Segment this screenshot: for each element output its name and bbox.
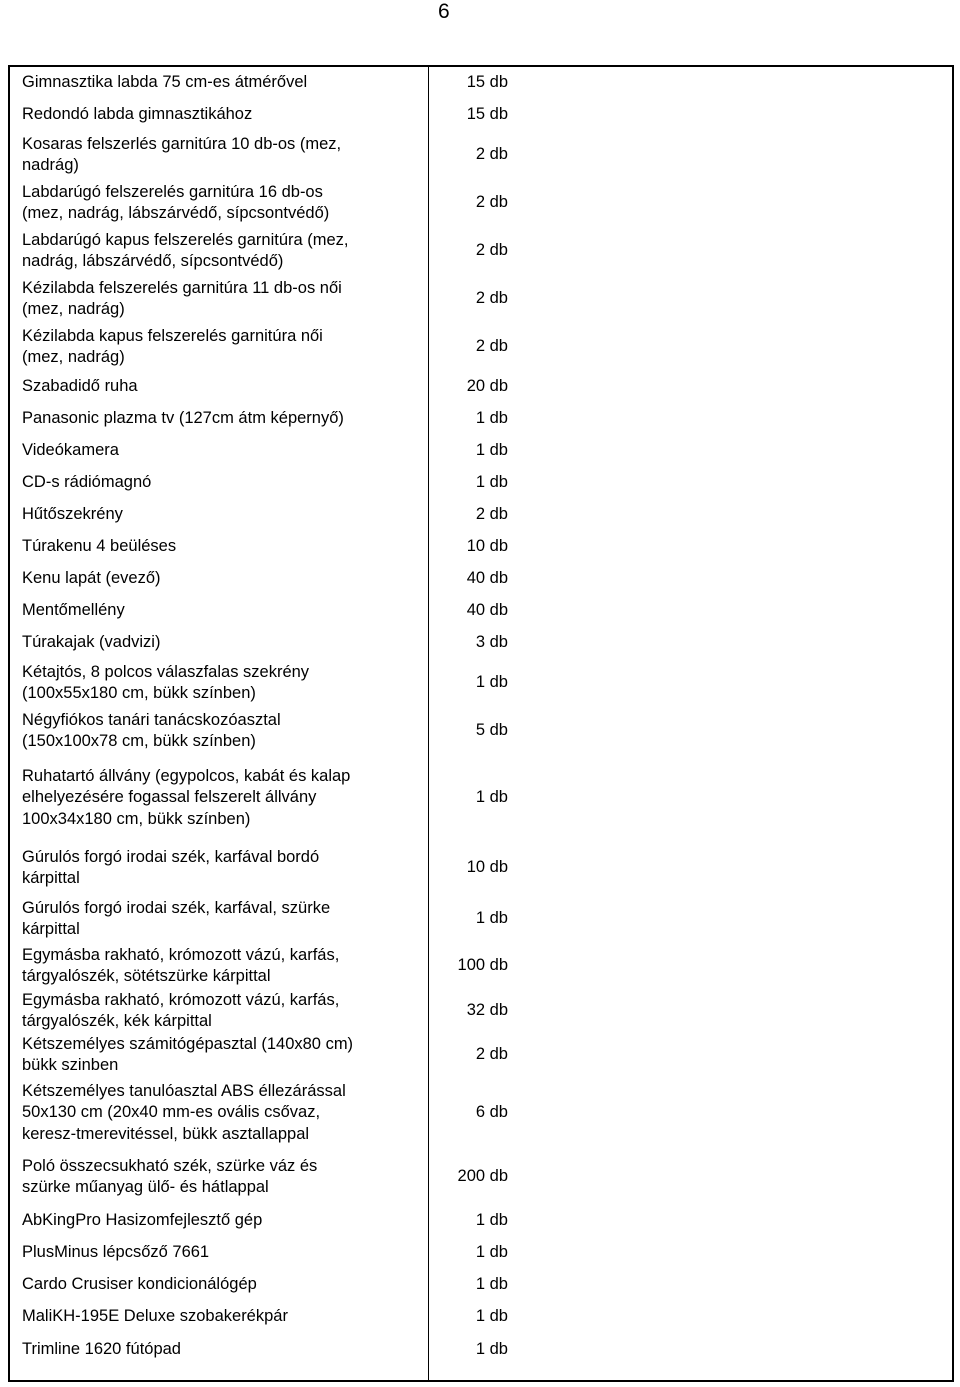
item-quantity: 6 db	[475, 1103, 508, 1122]
item-quantity: 40 db	[466, 601, 508, 620]
item-quantity: 1 db	[475, 909, 508, 928]
item-name: AbKingPro Hasizomfejlesztő gép	[22, 1211, 263, 1230]
table-row	[10, 943, 510, 989]
table-row	[10, 499, 510, 531]
inventory-table	[10, 67, 510, 1366]
item-quantity: 1 db	[475, 788, 508, 807]
item-name: Kosaras felszerlés garnitúra 10 db-os (mez, nadrág)	[22, 134, 342, 174]
table-row	[10, 1077, 510, 1149]
item-quantity: 1 db	[475, 473, 508, 492]
item-quantity: 2 db	[475, 145, 508, 164]
item-name: Hűtőszekrény	[22, 505, 123, 524]
item-quantity: 40 db	[466, 569, 508, 588]
item-quantity: 2 db	[475, 289, 508, 308]
item-name: Egymásba rakható, krómozott vázú, karfás, tárgyalószék, sötétszürke kárpittal	[22, 945, 340, 985]
table-row	[10, 131, 510, 179]
item-name: Gimnasztika labda 75 cm-es átmérővel	[22, 73, 308, 92]
table-row	[10, 1333, 510, 1366]
item-name: Négyfiókos tanári tanácskozóasztal (150x100x78 cm, bükk színben)	[22, 710, 281, 750]
item-name: CD-s rádiómagnó	[22, 473, 152, 492]
item-name: Trimline 1620 fútópad	[22, 1339, 181, 1358]
item-quantity: 2 db	[475, 1045, 508, 1064]
item-name: Kenu lapát (evező)	[22, 569, 161, 588]
table-row	[10, 227, 510, 275]
table-row	[10, 755, 510, 841]
item-quantity: 3 db	[475, 633, 508, 652]
item-name: PlusMinus lépcsőző 7661	[22, 1243, 210, 1262]
item-quantity: 10 db	[466, 537, 508, 556]
item-name: Labdarúgó felszerelés garnitúra 16 db-os (mez, nadrág, lábszárvédő, sípcsontvédő)	[22, 182, 330, 222]
table-row	[10, 371, 510, 403]
item-name: Túrakajak (vadvizi)	[22, 633, 161, 652]
item-name: Kézilabda kapus felszerelés garnitúra női (mez, nadrág)	[22, 326, 323, 366]
item-quantity: 5 db	[475, 721, 508, 740]
table-row	[10, 595, 510, 627]
item-name: Kétajtós, 8 polcos válaszfalas szekrény (100x55x180 cm, bükk színben)	[22, 662, 310, 702]
table-row	[10, 1205, 510, 1237]
item-quantity: 100 db	[457, 956, 508, 975]
item-quantity: 1 db	[475, 409, 508, 428]
item-quantity: 10 db	[466, 858, 508, 877]
table-row	[10, 435, 510, 467]
item-quantity: 15 db	[466, 73, 508, 92]
item-quantity: 1 db	[475, 1307, 508, 1326]
table-row	[10, 1033, 510, 1077]
item-name: Labdarúgó kapus felszerelés garnitúra (mez, nadrág, lábszárvédő, sípcsontvédő)	[22, 230, 349, 270]
item-quantity: 2 db	[475, 505, 508, 524]
item-quantity: 1 db	[475, 1339, 508, 1358]
item-name: Mentőmellény	[22, 601, 125, 620]
item-name: Kézilabda felszerelés garnitúra 11 db-os női (mez, nadrág)	[22, 278, 342, 318]
item-quantity: 2 db	[475, 241, 508, 260]
item-quantity: 1 db	[475, 441, 508, 460]
page-number: 6	[438, 0, 450, 23]
item-name: Szabadidő ruha	[22, 377, 138, 396]
table-row	[10, 1237, 510, 1269]
table-row	[10, 1301, 510, 1333]
item-name: Videókamera	[22, 441, 119, 460]
item-quantity: 1 db	[475, 1243, 508, 1262]
table-row	[10, 1149, 510, 1205]
table-row	[10, 179, 510, 227]
table-row	[10, 323, 510, 371]
table-row	[10, 99, 510, 131]
table-row	[10, 1269, 510, 1301]
item-name: Poló összecsukható szék, szürke váz és szürke műanyag ülő- és hátlappal	[22, 1156, 318, 1196]
table-row	[10, 467, 510, 499]
table-row	[10, 403, 510, 435]
table-row	[10, 895, 510, 943]
item-quantity: 1 db	[475, 673, 508, 692]
item-name: Túrakenu 4 beüléses	[22, 537, 177, 556]
item-name: MaliKH-195E Deluxe szobakerékpár	[22, 1307, 288, 1326]
item-quantity: 1 db	[475, 1211, 508, 1230]
item-quantity: 15 db	[466, 105, 508, 124]
item-quantity: 20 db	[466, 377, 508, 396]
table-row	[10, 67, 510, 99]
item-name: Panasonic plazma tv (127cm átm képernyő)	[22, 409, 344, 428]
item-quantity: 32 db	[466, 1001, 508, 1020]
item-quantity: 2 db	[475, 193, 508, 212]
item-name: Kétszemélyes számitógépasztal (140x80 cm) bükk szinben	[22, 1034, 354, 1074]
item-name: Gúrulós forgó irodai szék, karfával, szürke kárpittal	[22, 898, 331, 938]
item-name: Cardo Crusiser kondicionálógép	[22, 1275, 257, 1294]
table-row	[10, 563, 510, 595]
table-row	[10, 627, 510, 659]
table-row	[10, 707, 510, 755]
table-row	[10, 659, 510, 707]
table-row	[10, 989, 510, 1033]
table-row	[10, 841, 510, 895]
item-name: Redondó labda gimnasztikához	[22, 105, 253, 124]
table-row	[10, 275, 510, 323]
item-quantity: 2 db	[475, 337, 508, 356]
item-name: Ruhatartó állvány (egypolcos, kabát és kalap elhelyezésére fogassal felszerelt állvány 100x34x180 cm, bükk színben)	[22, 766, 351, 828]
item-name: Gúrulós forgó irodai szék, karfával bordó kárpittal	[22, 847, 320, 887]
table-row	[10, 531, 510, 563]
item-quantity: 1 db	[475, 1275, 508, 1294]
item-name: Egymásba rakható, krómozott vázú, karfás, tárgyalószék, kék kárpittal	[22, 990, 340, 1030]
item-name: Kétszemélyes tanulóasztal ABS éllezárással 50x130 cm (20x40 mm-es ovális csővaz, keresz-tmerevitéssel, bükk asztallappal	[22, 1081, 346, 1143]
item-quantity: 200 db	[457, 1167, 508, 1186]
